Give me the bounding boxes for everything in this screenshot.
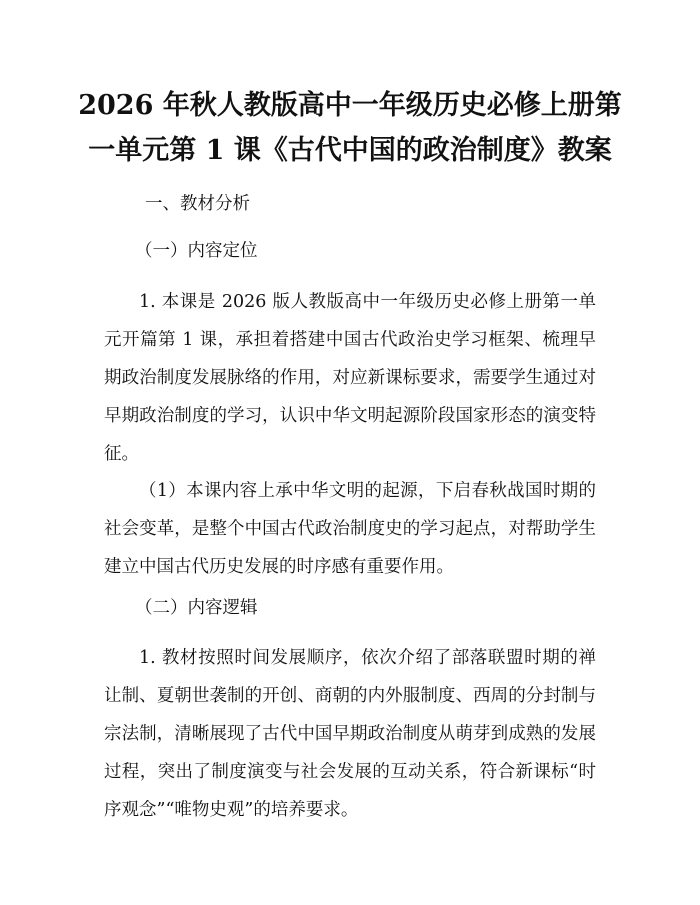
subsection-heading-content-positioning: （一）内容定位 xyxy=(135,241,258,261)
paragraph-lesson-overview: 1. 本课是 2026 版人教版高中一年级历史必修上册第一单元开篇第 1 课，承担着搭建中国古代政治史学习框架、梳理早期政治制度发展脉络的作用，对应新课标要求，需要学生通过对早期政治制度的学习，认识中华文明起源阶段国家形态的演变特征。 xyxy=(104,292,596,464)
document-title-line-2: 一单元第 1 课《古代中国的政治制度》教案 xyxy=(88,135,612,166)
section-heading-textbook-analysis: 一、教材分析 xyxy=(145,194,250,214)
paragraph-content-logic: 1. 教材按照时间发展顺序，依次介绍了部落联盟时期的禅让制、夏朝世袭制的开创、商朝的内外服制度、西周的分封制与宗法制，清晰展现了古代中国早期政治制度从萌芽到成熟的发展过程，突出了制度演变与社会发展的互动关系，符合新课标“时序观念”“唯物史观”的培养要求。 xyxy=(104,648,596,820)
subsection-heading-content-logic: （二）内容逻辑 xyxy=(135,598,258,618)
paragraph-lesson-position: （1）本课内容上承中华文明的起源，下启春秋战国时期的社会变革，是整个中国古代政治制度史的学习起点，对帮助学生建立中国古代历史发展的时序感有重要作用。 xyxy=(104,481,596,577)
document-title-line-1: 2026 年秋人教版高中一年级历史必修上册第 xyxy=(78,90,622,121)
